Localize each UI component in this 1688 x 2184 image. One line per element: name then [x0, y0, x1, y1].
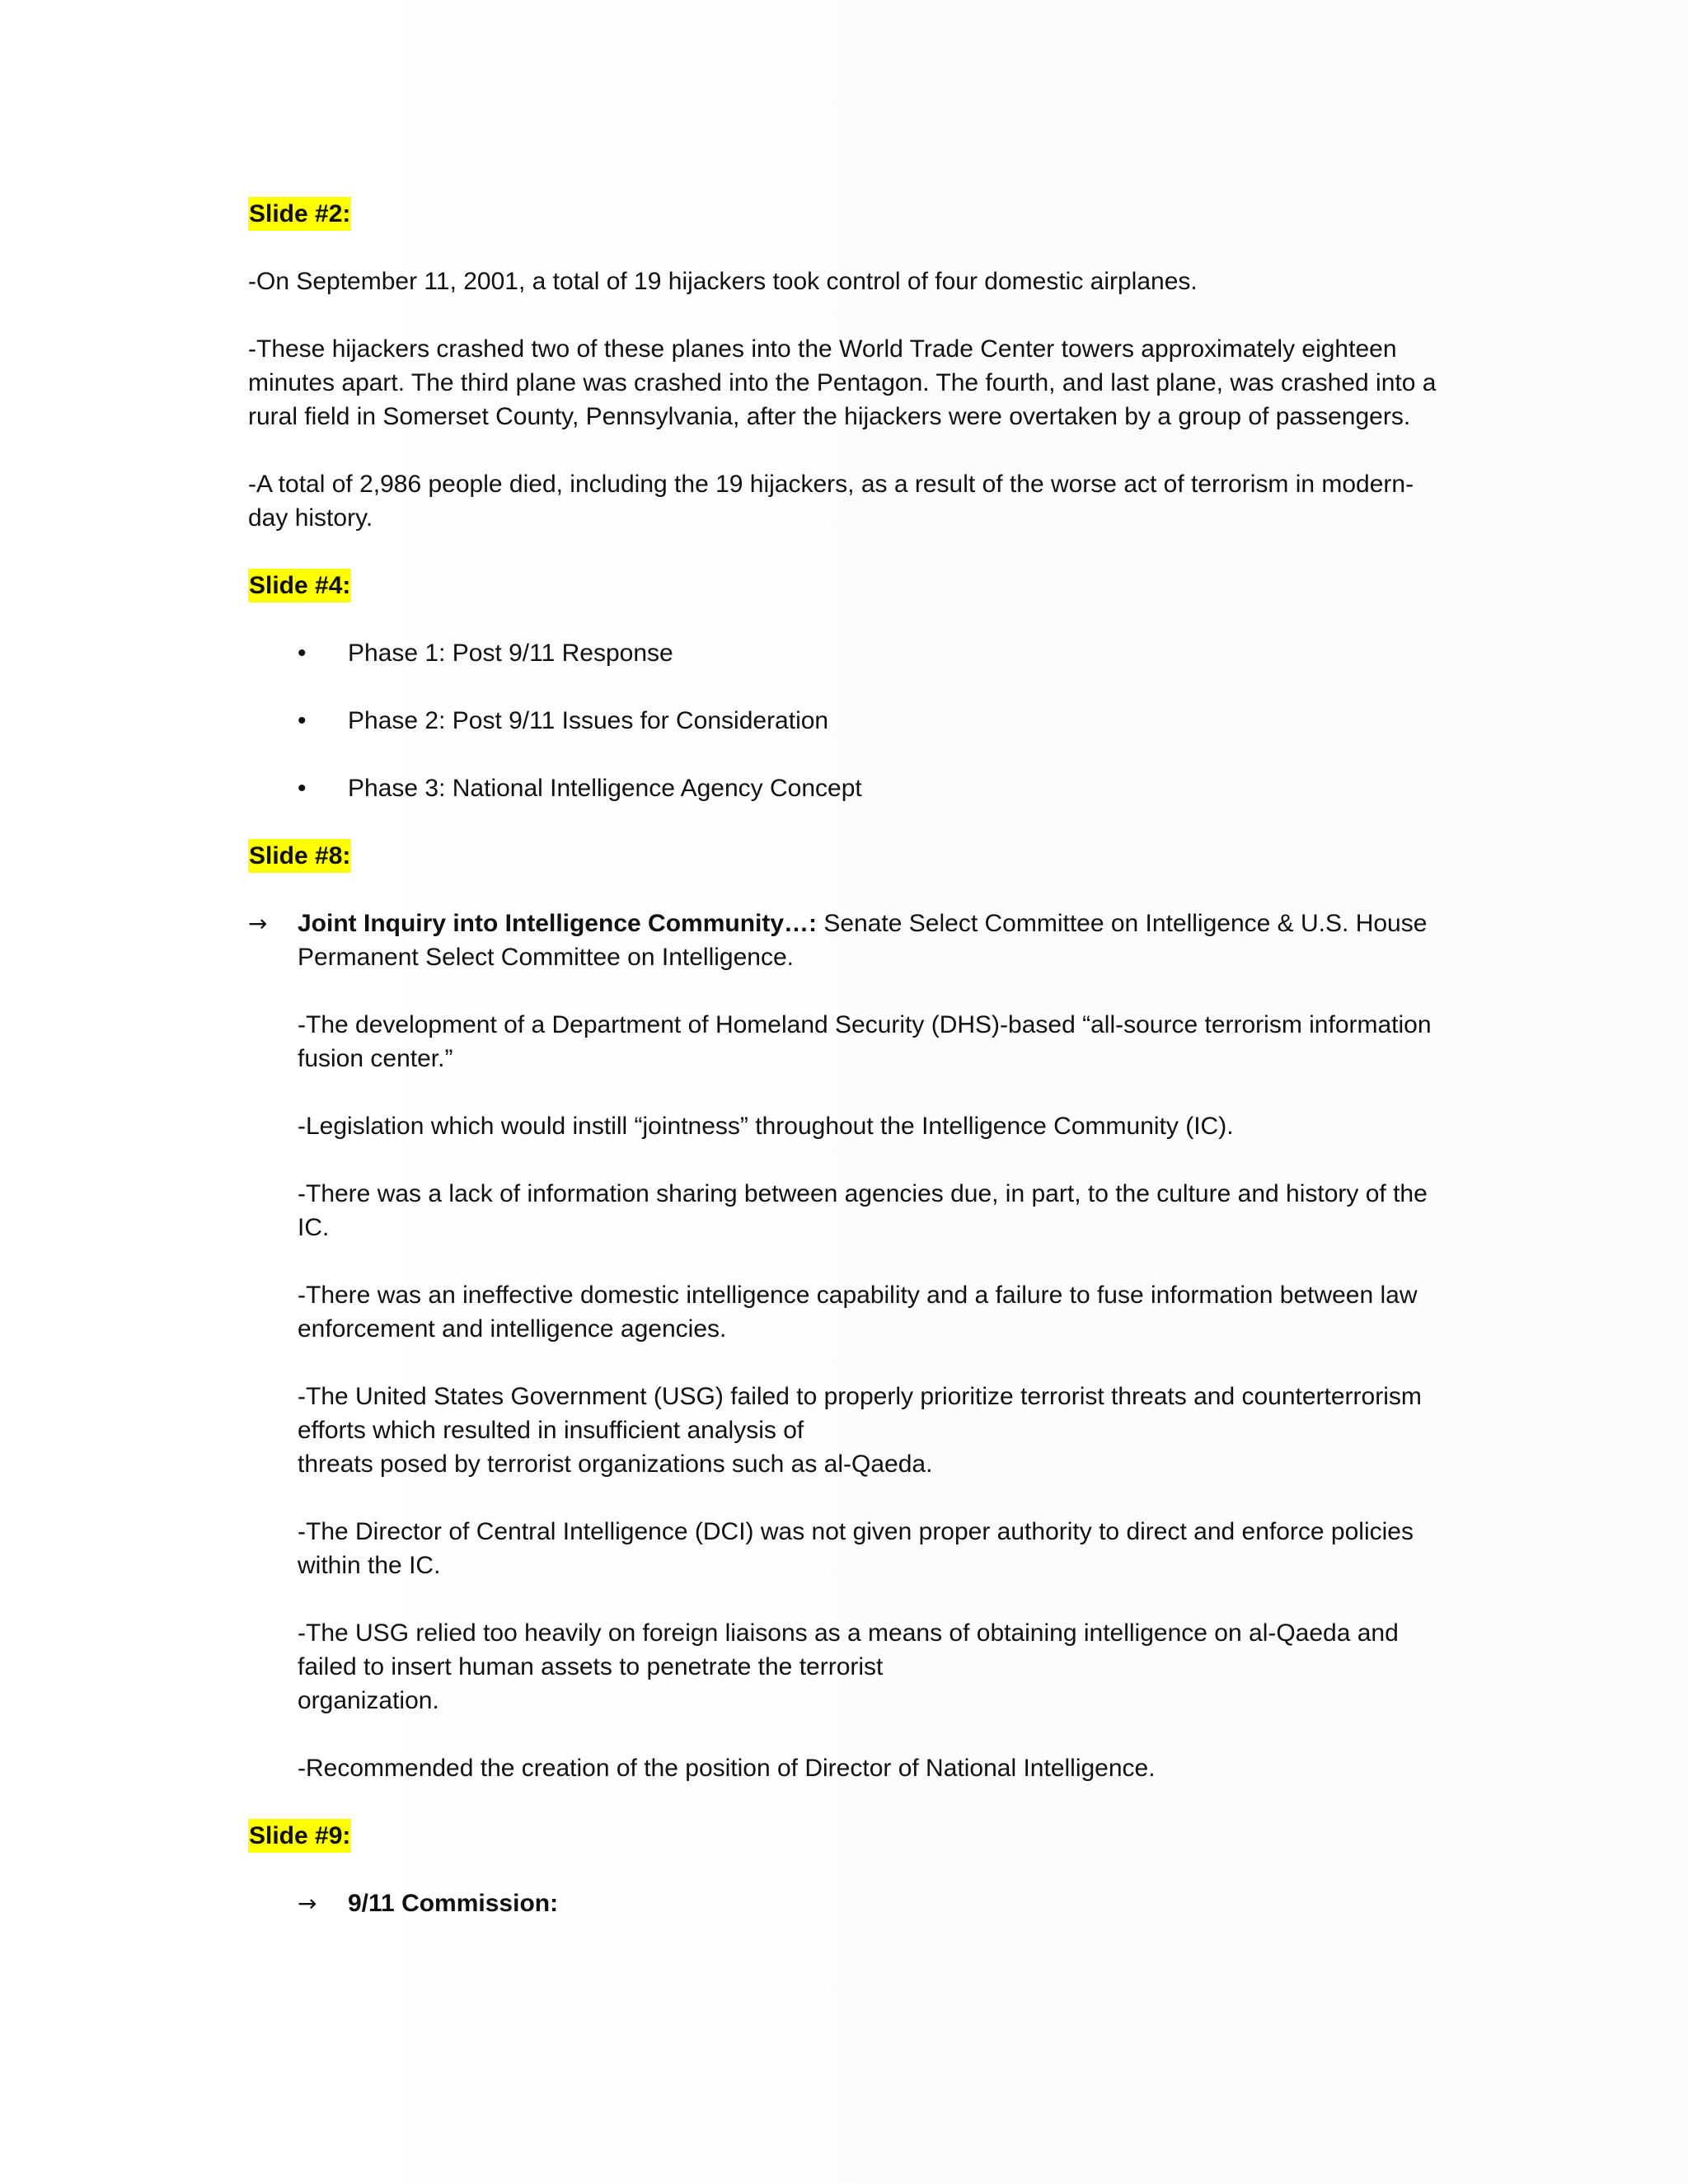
- bullet-icon: •: [298, 707, 307, 734]
- finding-information-sharing: -There was a lack of information sharing between agencies due, in part, to the culture and history of the IC.: [298, 1180, 1428, 1241]
- slide-9-heading: Slide #9:: [248, 1819, 351, 1853]
- slide-2-paragraph-3: -A total of 2,986 people died, including the 19 hijackers, as a result of the worse act of terrorism in modern-day history.: [248, 471, 1414, 532]
- joint-inquiry-description: Senate Select Committee on Intelligence & U.S. House Permanent Select Committee on Intelligence.: [298, 910, 1428, 971]
- arrow-right-icon: →: [248, 910, 268, 937]
- list-item: [248, 636, 1451, 670]
- slide-2-paragraph-1: -On September 11, 2001, a total of 19 hijackers took control of four domestic airplanes.: [248, 268, 1198, 295]
- finding-dhs-fusion-center: -The development of a Department of Homeland Security (DHS)-based “all-source terrorism information fusion center.”: [298, 1011, 1432, 1072]
- finding-dci-authority: -The Director of Central Intelligence (DCI) was not given proper authority to direct and enforce policies within the IC.: [298, 1518, 1414, 1579]
- document-body: [248, 197, 1451, 1920]
- slide-2-heading: Slide #2:: [248, 197, 351, 231]
- slide-4-phase-list: [248, 636, 1451, 805]
- slide-4-heading: Slide #4:: [248, 569, 351, 602]
- finding-foreign-liaisons-line-1: -The USG relied too heavily on foreign liaisons as a means of obtaining intelligence on al-Qaeda and failed to insert human assets to penetrate the terrorist: [298, 1619, 1399, 1680]
- slide-8-heading: Slide #8:: [248, 839, 351, 873]
- finding-jointness: -Legislation which would instill “jointness” throughout the Intelligence Community (IC).: [298, 1113, 1234, 1140]
- bullet-icon: •: [298, 640, 307, 667]
- list-item: [248, 771, 1451, 805]
- joint-inquiry-item: [248, 907, 1451, 974]
- finding-foreign-liaisons-line-2: organization.: [298, 1687, 439, 1714]
- finding-usg-prioritization-line-1: -The United States Government (USG) failed to properly prioritize terrorist threats and counterterrorism efforts which resulted in insufficient analysis of: [298, 1383, 1422, 1444]
- phase-1-label: Phase 1: Post 9/11 Response: [348, 640, 673, 667]
- arrow-right-icon: →: [298, 1890, 317, 1917]
- commission-item: [248, 1886, 1451, 1920]
- commission-title: 9/11 Commission:: [348, 1890, 559, 1917]
- phase-3-label: Phase 3: National Intelligence Agency Concept: [348, 775, 862, 802]
- slide-2-paragraph-2: -These hijackers crashed two of these planes into the World Trade Center towers approximately eighteen minutes apart. The third plane was crashed into the Pentagon. The fourth, and last plane, was crashed into a rural field in Somerset County, Pennsylvania, after the hijackers were overtaken by a group of passengers.: [248, 335, 1437, 430]
- finding-usg-prioritization-line-2: threats posed by terrorist organizations such as al-Qaeda.: [298, 1451, 933, 1478]
- joint-inquiry-title: Joint Inquiry into Intelligence Community…:: [298, 910, 818, 937]
- phase-2-label: Phase 2: Post 9/11 Issues for Consideration: [348, 707, 829, 734]
- finding-dni-recommendation: -Recommended the creation of the position of Director of National Intelligence.: [298, 1755, 1156, 1782]
- list-item: [248, 704, 1451, 738]
- bullet-icon: •: [298, 775, 307, 802]
- finding-domestic-intelligence: -There was an ineffective domestic intelligence capability and a failure to fuse information between law enforcement and intelligence agencies.: [298, 1282, 1418, 1343]
- joint-inquiry-findings: [248, 1008, 1451, 1785]
